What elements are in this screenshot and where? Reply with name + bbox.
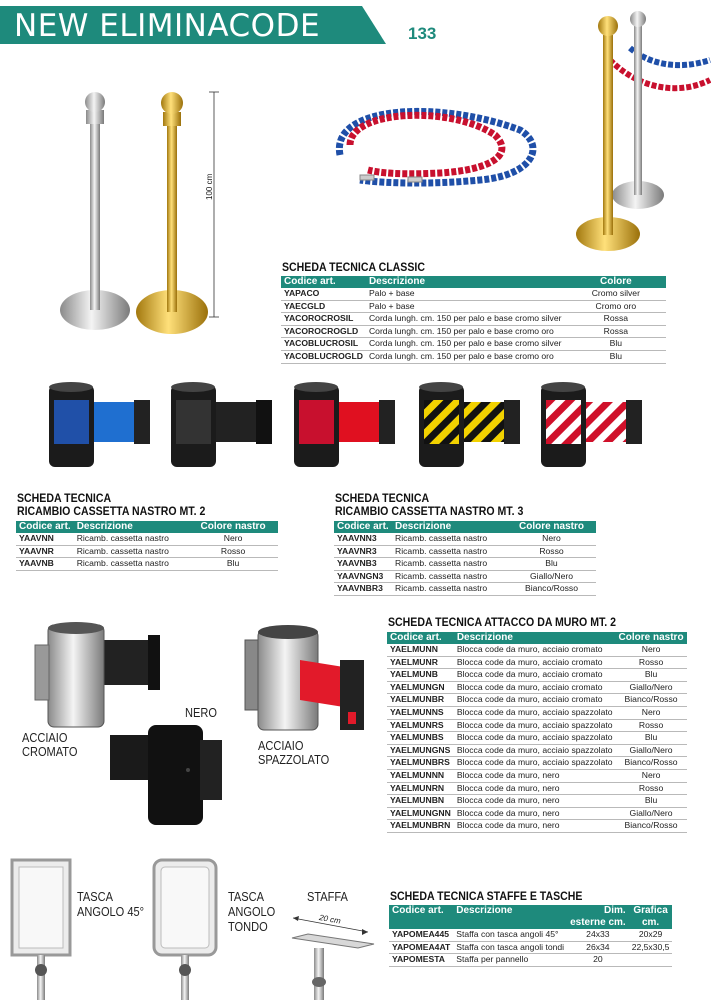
- desc-cell: Blocca code da muro, acciaio cromato: [454, 681, 616, 694]
- ricambio2-col-desc: Descrizione: [74, 521, 188, 533]
- desc-cell: Ricamb. cassetta nastro: [74, 545, 188, 558]
- code-cell: YAELMUNB: [387, 669, 454, 682]
- code-cell: YAELMUNNN: [387, 769, 454, 782]
- table-row: [387, 782, 687, 795]
- desc-cell: Blocca code da muro, acciaio spazzolato: [454, 706, 616, 719]
- desc-cell: Blocca code da muro, acciaio spazzolato: [454, 744, 616, 757]
- desc-cell: Blocca code da muro, nero: [454, 820, 616, 833]
- code-cell: YAELMUNBN: [387, 795, 454, 808]
- color-cell: Blu: [566, 350, 666, 363]
- label-acciaio-spazzolato-1: ACCIAIO: [258, 738, 304, 753]
- cassette-blue: [49, 382, 150, 467]
- label-tasca-tondo-1: TASCA: [228, 889, 265, 904]
- ricambio3-title-line2: RICAMBIO CASSETTA NASTRO MT. 3: [335, 504, 524, 518]
- label-nero: NERO: [185, 705, 217, 720]
- ropes-image: [320, 95, 540, 195]
- desc-cell: Staffa con tasca angoli tondi: [453, 941, 567, 954]
- code-cell: YAAVNR3: [334, 545, 392, 558]
- cassette-white-red: [541, 382, 642, 467]
- page-title: NEW ELIMINACODE: [14, 8, 321, 44]
- ricambio3-table: [334, 521, 596, 596]
- desc-cell: Corda lungh. cm. 150 per palo e base cromo silver: [366, 313, 566, 326]
- bracket-dimension-label: 20 cm: [318, 913, 342, 926]
- staffe-col-code: Codice art.: [389, 905, 453, 929]
- color-cell: Rossa: [566, 325, 666, 338]
- color-cell: Giallo/Nero: [616, 744, 687, 757]
- code-cell: YAELMUNRN: [387, 782, 454, 795]
- ricambio2-title-line2: RICAMBIO CASSETTA NASTRO MT. 2: [17, 504, 206, 518]
- code-cell: YAPACO: [281, 288, 366, 300]
- table-row: [16, 545, 278, 558]
- color-cell: Rosso: [188, 545, 278, 558]
- color-cell: Giallo/Nero: [616, 681, 687, 694]
- height-dimension-line: [204, 92, 234, 322]
- table-row: [387, 656, 687, 669]
- table-row: [387, 719, 687, 732]
- desc-cell: Palo + base: [366, 300, 566, 313]
- desc-cell: Corda lungh. cm. 150 per palo e base cromo oro: [366, 325, 566, 338]
- color-cell: Nero: [616, 706, 687, 719]
- code-cell: YAELMUNGNS: [387, 744, 454, 757]
- table-row: [387, 757, 687, 770]
- dim-cell: 20: [567, 954, 629, 967]
- cassette-black: [171, 382, 272, 467]
- desc-cell: Palo + base: [366, 288, 566, 300]
- ricambio3-col-desc: Descrizione: [392, 521, 507, 533]
- label-tasca-tondo-2: ANGOLO: [228, 904, 276, 919]
- color-cell: Giallo/Nero: [507, 570, 596, 583]
- desc-cell: Staffa con tasca angoli 45°: [453, 929, 567, 941]
- color-cell: Nero: [507, 533, 596, 545]
- label-acciaio-spazzolato-2: SPAZZOLATO: [258, 752, 330, 767]
- color-cell: Rosso: [616, 719, 687, 732]
- code-cell: YACOROCROGLD: [281, 325, 366, 338]
- ricambio3-col-color: Colore nastro: [507, 521, 596, 533]
- ricambio2-col-color: Colore nastro: [188, 521, 278, 533]
- code-cell: YAELMUNRS: [387, 719, 454, 732]
- table-row: [16, 558, 278, 571]
- ricambio2-col-code: Codice art.: [16, 521, 74, 533]
- table-row: [387, 681, 687, 694]
- color-cell: Blu: [616, 732, 687, 745]
- belt-cassettes-image: [44, 380, 664, 480]
- staffe-table: [389, 905, 672, 967]
- desc-cell: Ricamb. cassetta nastro: [392, 558, 507, 571]
- graf-cell: [629, 954, 673, 967]
- desc-cell: Corda lungh. cm. 150 per palo e base cromo silver: [366, 338, 566, 351]
- desc-cell: Blocca code da muro, acciaio cromato: [454, 694, 616, 707]
- color-cell: Bianco/Rosso: [616, 694, 687, 707]
- code-cell: YACOBLUCROGLD: [281, 350, 366, 363]
- color-cell: Cromo oro: [566, 300, 666, 313]
- desc-cell: Ricamb. cassetta nastro: [392, 545, 507, 558]
- frame-round-image: [152, 858, 218, 1000]
- code-cell: YACOBLUCROSIL: [281, 338, 366, 351]
- table-row: [387, 744, 687, 757]
- table-row: [389, 929, 672, 941]
- table-row: [334, 583, 596, 596]
- desc-cell: Corda lungh. cm. 150 per palo e base cromo oro: [366, 350, 566, 363]
- code-cell: YAPOMEA4AT: [389, 941, 453, 954]
- code-cell: YAPOMESTA: [389, 954, 453, 967]
- table-row: [387, 644, 687, 656]
- desc-cell: Ricamb. cassetta nastro: [392, 570, 507, 583]
- table-row: [387, 694, 687, 707]
- code-cell: YAECGLD: [281, 300, 366, 313]
- color-cell: Blu: [507, 558, 596, 571]
- code-cell: YAAVNN: [16, 533, 74, 545]
- desc-cell: Ricamb. cassetta nastro: [392, 533, 507, 545]
- table-row: [281, 300, 666, 313]
- desc-cell: Blocca code da muro, nero: [454, 795, 616, 808]
- desc-cell: Ricamb. cassetta nastro: [74, 533, 188, 545]
- desc-cell: Blocca code da muro, nero: [454, 782, 616, 795]
- code-cell: YAELMUNBR: [387, 694, 454, 707]
- code-cell: YAELMUNR: [387, 656, 454, 669]
- desc-cell: Ricamb. cassetta nastro: [392, 583, 507, 596]
- color-cell: Nero: [188, 533, 278, 545]
- height-dimension-label: 100 cm: [205, 173, 214, 200]
- color-cell: Bianco/Rosso: [507, 583, 596, 596]
- classic-table: [281, 276, 666, 364]
- table-row: [334, 558, 596, 571]
- stanchions-image: [55, 90, 215, 340]
- classic-col-code: Codice art.: [281, 276, 366, 288]
- muro-title: SCHEDA TECNICA ATTACCO DA MURO MT. 2: [388, 615, 617, 629]
- frame-45-image: [10, 858, 72, 1000]
- color-cell: Bianco/Rosso: [616, 820, 687, 833]
- cassette-yellow-black: [419, 382, 520, 467]
- code-cell: YAELMUNGNN: [387, 807, 454, 820]
- desc-cell: Blocca code da muro, acciaio spazzolato: [454, 757, 616, 770]
- label-acciaio-cromato-1: ACCIAIO: [22, 730, 68, 745]
- wall-black-image: [108, 720, 228, 830]
- label-tasca-45-2: ANGOLO 45°: [77, 904, 145, 919]
- color-cell: Nero: [616, 644, 687, 656]
- muro-table: [387, 632, 687, 833]
- muro-col-desc: Descrizione: [454, 632, 616, 644]
- desc-cell: Ricamb. cassetta nastro: [74, 558, 188, 571]
- code-cell: YAAVNGN3: [334, 570, 392, 583]
- staffe-col-dim-2: esterne cm.: [567, 917, 629, 929]
- wall-chrome-image: [30, 620, 165, 735]
- ricambio2-table: [16, 521, 278, 571]
- code-cell: YACOROCROSIL: [281, 313, 366, 326]
- graf-cell: 20x29: [629, 929, 673, 941]
- table-row: [387, 795, 687, 808]
- color-cell: Nero: [616, 769, 687, 782]
- table-row: [387, 807, 687, 820]
- code-cell: YAELMUNN: [387, 644, 454, 656]
- label-tasca-tondo-3: TONDO: [228, 919, 268, 934]
- wall-brushed-image: [240, 620, 375, 740]
- muro-col-color: Colore nastro: [616, 632, 687, 644]
- color-cell: Rosso: [507, 545, 596, 558]
- table-row: [334, 570, 596, 583]
- color-cell: Blu: [616, 669, 687, 682]
- classic-col-desc: Descrizione: [366, 276, 566, 288]
- dim-cell: 24x33: [567, 929, 629, 941]
- label-tasca-45-1: TASCA: [77, 889, 114, 904]
- table-row: [387, 769, 687, 782]
- table-row: [389, 954, 672, 967]
- label-acciaio-cromato-2: CROMATO: [22, 744, 78, 759]
- table-row: [387, 669, 687, 682]
- color-cell: Rosso: [616, 782, 687, 795]
- desc-cell: Blocca code da muro, acciaio cromato: [454, 644, 616, 656]
- table-row: [334, 545, 596, 558]
- table-row: [281, 350, 666, 363]
- code-cell: YAELMUNNS: [387, 706, 454, 719]
- code-cell: YAELMUNBRS: [387, 757, 454, 770]
- table-row: [387, 732, 687, 745]
- code-cell: YAELMUNBS: [387, 732, 454, 745]
- code-cell: YAELMUNGN: [387, 681, 454, 694]
- desc-cell: Blocca code da muro, nero: [454, 769, 616, 782]
- dim-cell: 26x34: [567, 941, 629, 954]
- color-cell: Blu: [616, 795, 687, 808]
- table-row: [16, 533, 278, 545]
- muro-col-code: Codice art.: [387, 632, 454, 644]
- table-row: [387, 820, 687, 833]
- desc-cell: Blocca code da muro, acciaio spazzolato: [454, 719, 616, 732]
- table-row: [281, 338, 666, 351]
- desc-cell: Blocca code da muro, nero: [454, 807, 616, 820]
- graf-cell: 22,5x30,5: [629, 941, 673, 954]
- ricambio3-title-line1: SCHEDA TECNICA: [335, 491, 430, 505]
- table-row: [281, 288, 666, 300]
- cassette-red: [294, 382, 395, 467]
- code-cell: YAPOMEA445: [389, 929, 453, 941]
- ricambio3-col-code: Codice art.: [334, 521, 392, 533]
- color-cell: Rosso: [616, 656, 687, 669]
- code-cell: YAAVNB: [16, 558, 74, 571]
- stanchions-rope-image: [570, 10, 710, 260]
- classic-col-color: Colore: [566, 276, 666, 288]
- color-cell: Blu: [566, 338, 666, 351]
- color-cell: Cromo silver: [566, 288, 666, 300]
- color-cell: Rossa: [566, 313, 666, 326]
- table-row: [387, 706, 687, 719]
- ricambio2-title-line1: SCHEDA TECNICA: [17, 491, 112, 505]
- staffe-col-graf-2: cm.: [629, 917, 673, 929]
- code-cell: YAAVNBR3: [334, 583, 392, 596]
- code-cell: YAAVNB3: [334, 558, 392, 571]
- color-cell: Blu: [188, 558, 278, 571]
- staffe-col-dim-1: Dim.: [567, 905, 629, 917]
- classic-title: SCHEDA TECNICA CLASSIC: [282, 260, 425, 274]
- desc-cell: Staffa per pannello: [453, 954, 567, 967]
- desc-cell: Blocca code da muro, acciaio spazzolato: [454, 732, 616, 745]
- table-row: [334, 533, 596, 545]
- staffe-title: SCHEDA TECNICA STAFFE E TASCHE: [390, 889, 583, 903]
- staffe-col-graf-1: Grafica: [629, 905, 673, 917]
- table-row: [281, 313, 666, 326]
- desc-cell: Blocca code da muro, acciaio cromato: [454, 656, 616, 669]
- table-row: [281, 325, 666, 338]
- label-staffa: STAFFA: [307, 889, 348, 904]
- staffe-col-desc: Descrizione: [453, 905, 567, 929]
- page-number: 133: [408, 24, 437, 43]
- code-cell: YAELMUNBRN: [387, 820, 454, 833]
- code-cell: YAAVNN3: [334, 533, 392, 545]
- desc-cell: Blocca code da muro, acciaio cromato: [454, 669, 616, 682]
- table-row: [389, 941, 672, 954]
- code-cell: YAAVNR: [16, 545, 74, 558]
- color-cell: Bianco/Rosso: [616, 757, 687, 770]
- color-cell: Giallo/Nero: [616, 807, 687, 820]
